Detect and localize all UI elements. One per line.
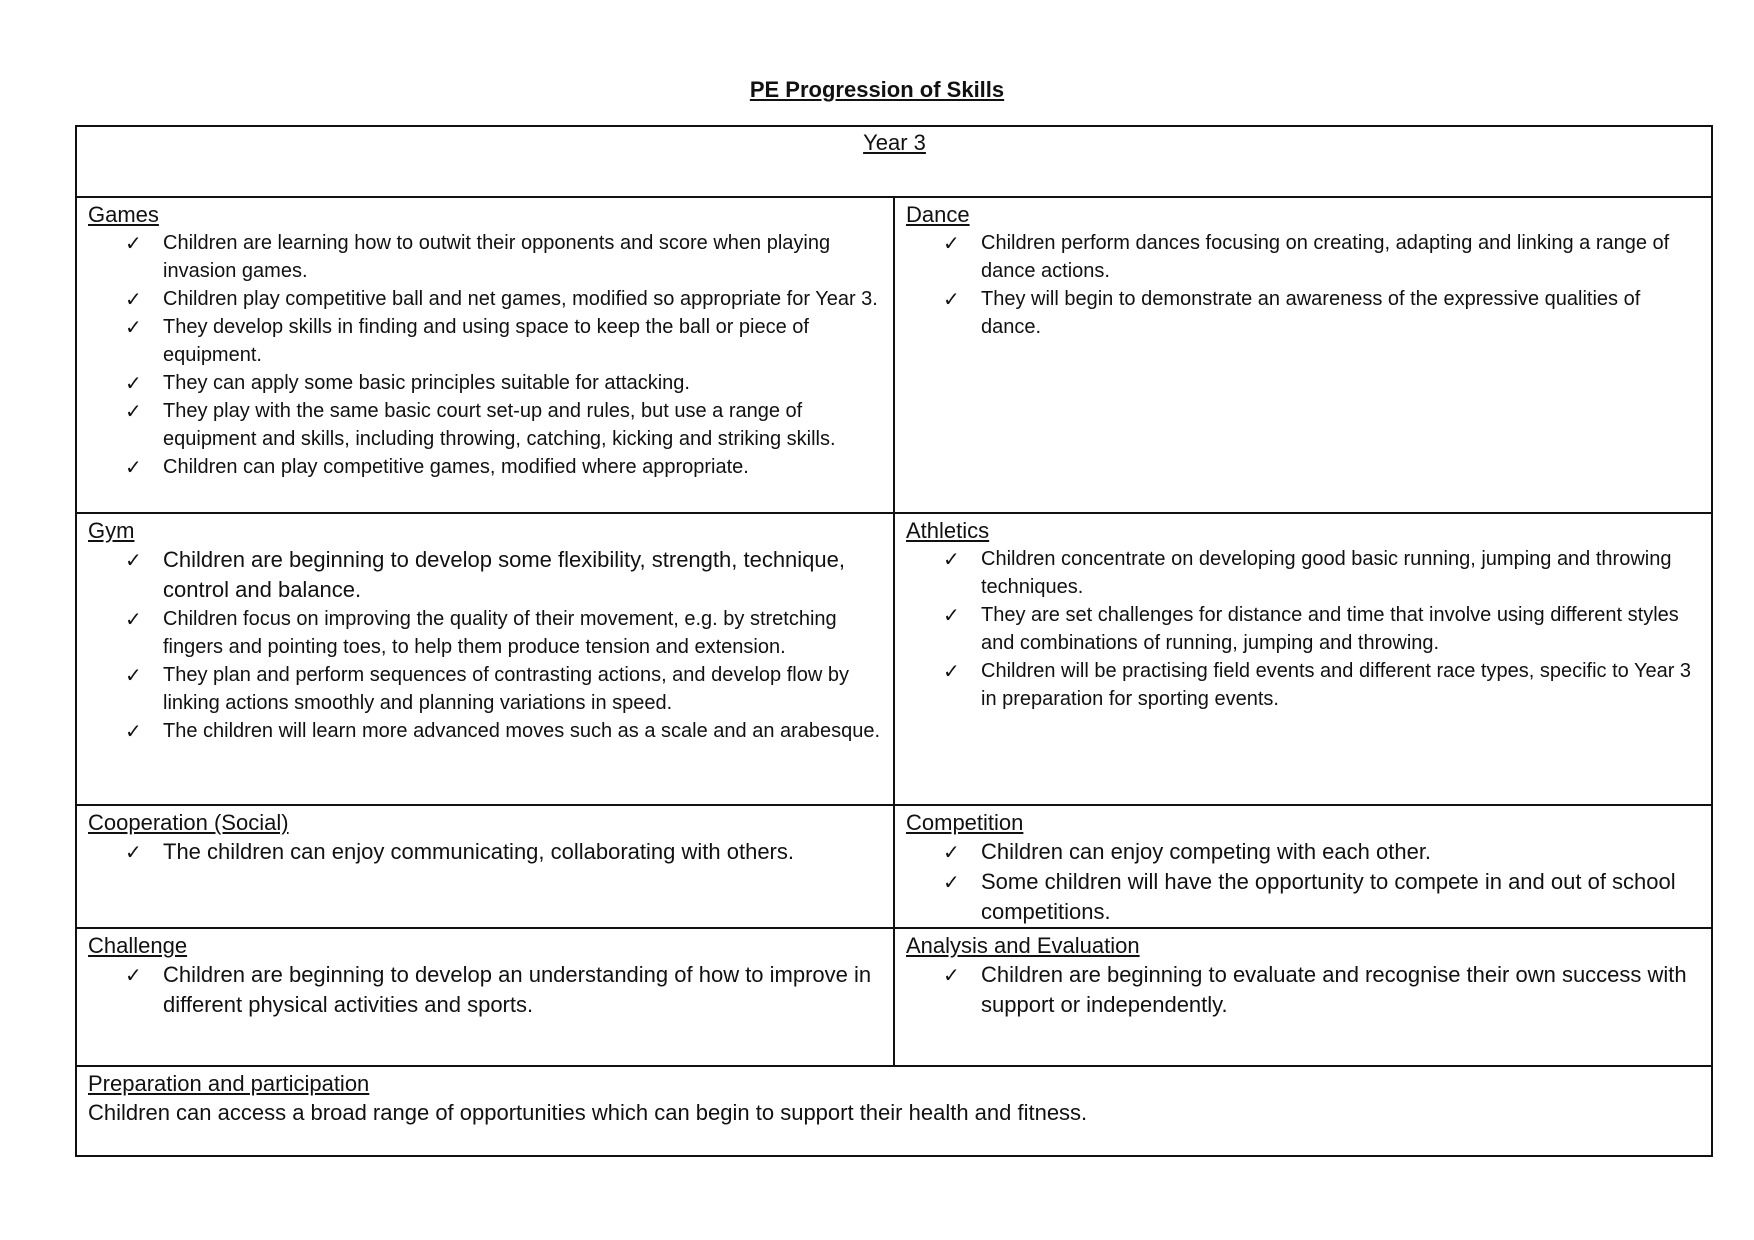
checkmark-icon: ✓ — [125, 231, 142, 255]
list-item-text: Children are beginning to evaluate and recognise their own success with support or independently. — [981, 962, 1687, 1017]
list-item — [88, 313, 883, 369]
checkmark-icon: ✓ — [125, 287, 142, 311]
checkmark-icon: ✓ — [943, 963, 960, 987]
list-item — [88, 605, 883, 661]
games-list — [88, 229, 883, 481]
preparation-heading: Preparation and participation — [88, 1071, 370, 1096]
checkmark-icon: ✓ — [125, 455, 142, 479]
cooperation-cell — [77, 806, 895, 927]
list-item — [906, 285, 1701, 341]
list-item-text: Children can enjoy competing with each other. — [981, 839, 1432, 864]
checkmark-icon: ✓ — [125, 371, 142, 395]
checkmark-icon: ✓ — [943, 603, 960, 627]
list-item — [88, 717, 883, 745]
cooperation-heading: Cooperation (Social) — [88, 810, 289, 835]
list-item-text: Children focus on improving the quality of their movement, e.g. by stretching fingers and pointing toes, to help them produce tension and extension. — [163, 608, 837, 658]
list-item — [906, 601, 1701, 657]
preparation-cell — [77, 1067, 1711, 1155]
analysis-heading: Analysis and Evaluation — [906, 933, 1140, 958]
list-item-text: Children concentrate on developing good basic running, jumping and throwing techniques. — [981, 548, 1672, 598]
checkmark-icon: ✓ — [125, 315, 142, 339]
list-item — [906, 867, 1701, 927]
checkmark-icon: ✓ — [943, 840, 960, 864]
list-item-text: Children are beginning to develop some flexibility, strength, technique, control and balance. — [163, 547, 845, 602]
list-item-text: They can apply some basic principles suitable for attacking. — [163, 372, 690, 394]
year-heading: Year 3 — [863, 130, 926, 155]
challenge-heading: Challenge — [88, 933, 188, 958]
list-item-text: They will begin to demonstrate an awareness of the expressive qualities of dance. — [981, 288, 1641, 338]
cooperation-competition-row — [77, 804, 1711, 927]
list-item-text: The children can enjoy communicating, collaborating with others. — [163, 839, 794, 864]
checkmark-icon: ✓ — [943, 547, 960, 571]
list-item-text: They play with the same basic court set-up and rules, but use a range of equipment and skills, including throwing, catching, kicking and striking skills. — [163, 400, 836, 450]
list-item-text: Children play competitive ball and net games, modified so appropriate for Year 3. — [163, 288, 878, 310]
athletics-cell — [895, 514, 1711, 804]
year-cell — [77, 127, 1711, 196]
games-heading: Games — [88, 202, 159, 227]
gym-athletics-row — [77, 512, 1711, 804]
list-item — [88, 397, 883, 453]
games-cell — [77, 198, 895, 512]
challenge-list — [88, 960, 883, 1020]
preparation-row — [77, 1065, 1711, 1155]
list-item — [88, 453, 883, 481]
list-item — [88, 229, 883, 285]
list-item-text: The children will learn more advanced moves such as a scale and an arabesque. — [163, 720, 881, 742]
list-item-text: Children are beginning to develop an understanding of how to improve in different physical activities and sports. — [163, 962, 872, 1017]
year-row — [77, 127, 1711, 196]
list-item — [88, 285, 883, 313]
checkmark-icon: ✓ — [943, 287, 960, 311]
cooperation-list — [88, 837, 883, 867]
competition-heading: Competition — [906, 810, 1024, 835]
gym-heading: Gym — [88, 518, 135, 543]
dance-cell — [895, 198, 1711, 512]
checkmark-icon: ✓ — [125, 548, 142, 572]
analysis-cell — [895, 929, 1711, 1065]
checkmark-icon: ✓ — [125, 963, 142, 987]
list-item — [88, 837, 883, 867]
list-item — [88, 960, 883, 1020]
list-item — [906, 657, 1701, 713]
page-title: PE Progression of Skills — [749, 77, 1005, 102]
checkmark-icon: ✓ — [943, 870, 960, 894]
competition-list — [906, 837, 1701, 927]
list-item — [906, 545, 1701, 601]
list-item — [906, 229, 1701, 285]
checkmark-icon: ✓ — [125, 719, 142, 743]
list-item — [88, 661, 883, 717]
challenge-analysis-row — [77, 927, 1711, 1065]
dance-heading: Dance — [906, 202, 970, 227]
list-item — [906, 837, 1701, 867]
checkmark-icon: ✓ — [943, 231, 960, 255]
list-item-text: Children can play competitive games, modified where appropriate. — [163, 456, 749, 478]
list-item-text: Some children will have the opportunity to compete in and out of school competitions. — [981, 869, 1676, 924]
checkmark-icon: ✓ — [125, 607, 142, 631]
gym-cell — [77, 514, 895, 804]
dance-list — [906, 229, 1701, 341]
checkmark-icon: ✓ — [125, 840, 142, 864]
checkmark-icon: ✓ — [125, 663, 142, 687]
list-item — [88, 369, 883, 397]
gym-list — [88, 545, 883, 745]
athletics-list — [906, 545, 1701, 713]
competition-cell — [895, 806, 1711, 927]
preparation-text: Children can access a broad range of opportunities which can begin to support their health and fitness. — [88, 1100, 1088, 1125]
list-item — [88, 545, 883, 605]
list-item-text: Children are learning how to outwit their opponents and score when playing invasion games. — [163, 232, 831, 282]
skills-table — [75, 125, 1713, 1157]
checkmark-icon: ✓ — [125, 399, 142, 423]
games-dance-row — [77, 196, 1711, 512]
athletics-heading: Athletics — [906, 518, 990, 543]
list-item-text: They develop skills in finding and using space to keep the ball or piece of equipment. — [163, 316, 809, 366]
list-item-text: They are set challenges for distance and time that involve using different styles and combinations of running, jumping and throwing. — [981, 604, 1679, 654]
analysis-list — [906, 960, 1701, 1020]
list-item-text: Children will be practising field events and different race types, specific to Year 3 in preparation for sporting events. — [981, 660, 1692, 710]
list-item — [906, 960, 1701, 1020]
checkmark-icon: ✓ — [943, 659, 960, 683]
challenge-cell — [77, 929, 895, 1065]
list-item-text: They plan and perform sequences of contrasting actions, and develop flow by linking actions smoothly and planning variations in speed. — [163, 664, 849, 714]
list-item-text: Children perform dances focusing on creating, adapting and linking a range of dance actions. — [981, 232, 1670, 282]
